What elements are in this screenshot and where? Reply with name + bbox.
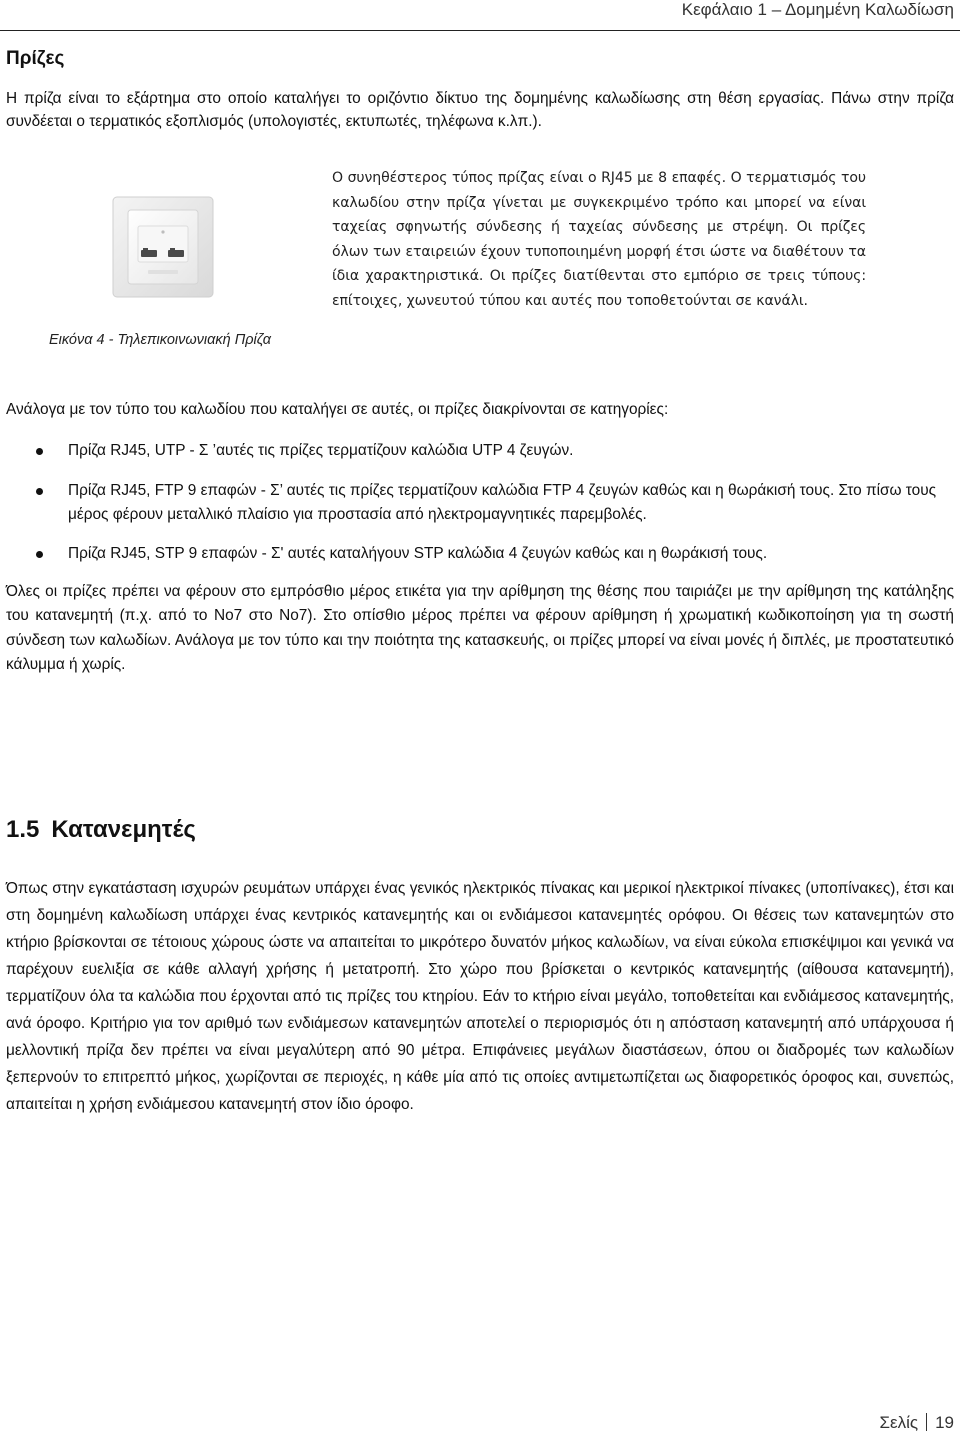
list-item-text: Πρίζα RJ45, STP 9 επαφών - Σ' αυτές καταλήγουν STP καλώδια 4 ζευγών καθώς και η θωράκισή τους. (68, 545, 768, 562)
page-footer (880, 1413, 954, 1433)
categories-intro-paragraph: Ανάλογα με τον τύπο του καλωδίου που καταλήγει σε αυτές, οι πρίζες διακρίνονται σε κατηγορίες: (6, 401, 669, 418)
wall-socket-illustration (112, 196, 214, 298)
chapter-title: Κεφάλαιο 1 – Δομημένη Καλωδίωση (681, 0, 954, 19)
page-header (0, 0, 960, 31)
footer-divider (926, 1413, 927, 1431)
page-label: Σελίς (879, 1413, 919, 1432)
section-number: 1.5 (6, 816, 40, 843)
section-title-sockets: Πρίζες (6, 48, 65, 69)
section-heading-distributors (6, 816, 196, 844)
page-number: 19 (935, 1413, 954, 1432)
list-item-text: Πρίζα RJ45, FTP 9 επαφών - Σ’ αυτές τις πρίζες τερματίζουν καλώδια FTP 4 ζευγών καθώς και η θωράκισή τους. Στο πίσω τους μέρος φέρουν μεταλλικό πλαίσιο για προστασία από ηλεκτρομαγνητικές παρεμβολές. (68, 482, 937, 523)
labeling-paragraph: Όλες οι πρίζες πρέπει να φέρουν στο εμπρόσθιο μέρος ετικέτα για την αρίθμηση της θέσης που ταιριάζει με την αρίθμηση της κατάληξης του κατανεμητή (π.χ. από το No7 στο No7). Στο οπίσθιο μέρος πρέπει να φέρουν αρίθμηση ή χρωματική κωδικοποίηση για τη σωστή σύνδεση των καλωδίων. Ανάλογα με τον τύπο και την ποιότητα της κατασκευής, οι πρίζες μπορεί να είναι μονές ή διπλές, με προστατευτικό κάλυμμα ή χωρίς. (6, 583, 954, 674)
list-item (68, 439, 954, 463)
distributors-paragraph: Όπως στην εγκατάσταση ισχυρών ρευμάτων υπάρχει ένας γενικός ηλεκτρικός πίνακας και μερικοί ηλεκτρικοί πίνακες (υποπίνακες), έτσι και στη δομημένη καλωδίωση υπάρχει ένας κεντρικός κατανεμητής και οι ενδιάμεσοι κατανεμητές ορόφου. Οι θέσεις των κατανεμητών στο κτήριο βρίσκονται σε τέτοιους χώρους ώστε να απαιτείται το μικρότερο δυνατόν μήκος καλωδίων, να είναι εύκολα επισκέψιμοι και γενικά να παρέχουν ευελιξία σε κάθε αλλαγή χρήσης ή μετατροπή. Στο χώρο που βρίσκεται ο κεντρικός κατανεμητής (αίθουσα κατανεμητή), τερματίζουν όλα τα καλώδια που έρχονται από τις πρίζες του κτηρίου. Εάν το κτήριο είναι μεγάλο, τοποθετείται και ενδιάμεσος κατανεμητής, ανά όροφο. Κριτήριο για τον αριθμό των ενδιάμεσων κατανεμητών αποτελεί ο περιορισμός ότι η απόσταση κατανεμητή από υπάρχουσα ή μελλοντική πρίζα δεν πρέπει να είναι μεγαλύτερη από 90 μέτρα. Επιφάνειες μεγάλων διαστάσεων, όπου οι διαδρομές των καλωδίων ξεπερνούν το επιτρεπτό μήκος, χωρίζονται σε περιοχές, η κάθε μία από τις οποίες αντιμετωπίζεται ως διαφορετικός όροφος και, συνεπώς, απαιτείται η χρήση ενδιάμεσου κατανεμητή στον ίδιο όροφο. (6, 880, 954, 1113)
list-item (68, 479, 954, 527)
section-heading-text: Κατανεμητές (51, 816, 196, 843)
wall-socket-image (112, 196, 214, 298)
bullet-icon (36, 448, 43, 455)
list-item-text: Πρίζα RJ45, UTP - Σ ’αυτές τις πρίζες τερματίζουν καλώδια UTP 4 ζευγών. (68, 442, 574, 459)
socket-description-paragraph: Ο συνηθέστερος τύπος πρίζας είναι ο RJ45 με 8 επαφές. Ο τερματισμός του καλωδίου στην πρίζα γίνεται με συγκεκριμένο τρόπο και μπορεί να είναι ταχείας σφηνωτής σύνδεσης ή ταχείας σύνδεσης με στρέψη. Οι πρίζες όλων των εταιρειών έχουν τυποποιημένη μορφή έτσι ώστε να διαθέτουν τα ίδια χαρακτηριστικά. Οι πρίζες διατίθενται στο εμπόριο σε τρεις τύπους: επίτοιχες, χωνευτού τύπου και αυτές που τοποθετούνται σε κανάλι. (332, 170, 866, 309)
list-item (68, 542, 954, 566)
bullet-icon (36, 551, 43, 558)
figure-caption: Εικόνα 4 - Τηλεπικοινωνιακή Πρίζα (48, 332, 272, 348)
bullet-icon (36, 488, 43, 495)
sockets-intro-paragraph: Η πρίζα είναι το εξάρτημα στο οποίο καταλήγει το οριζόντιο δίκτυο της δομημένης καλωδίωσης στη θέση εργασίας. Πάνω στην πρίζα συνδέεται ο τερματικός εξοπλισμός (υπολογιστές, εκτυπωτές, τηλέφωνα κ.λπ.). (6, 90, 954, 130)
